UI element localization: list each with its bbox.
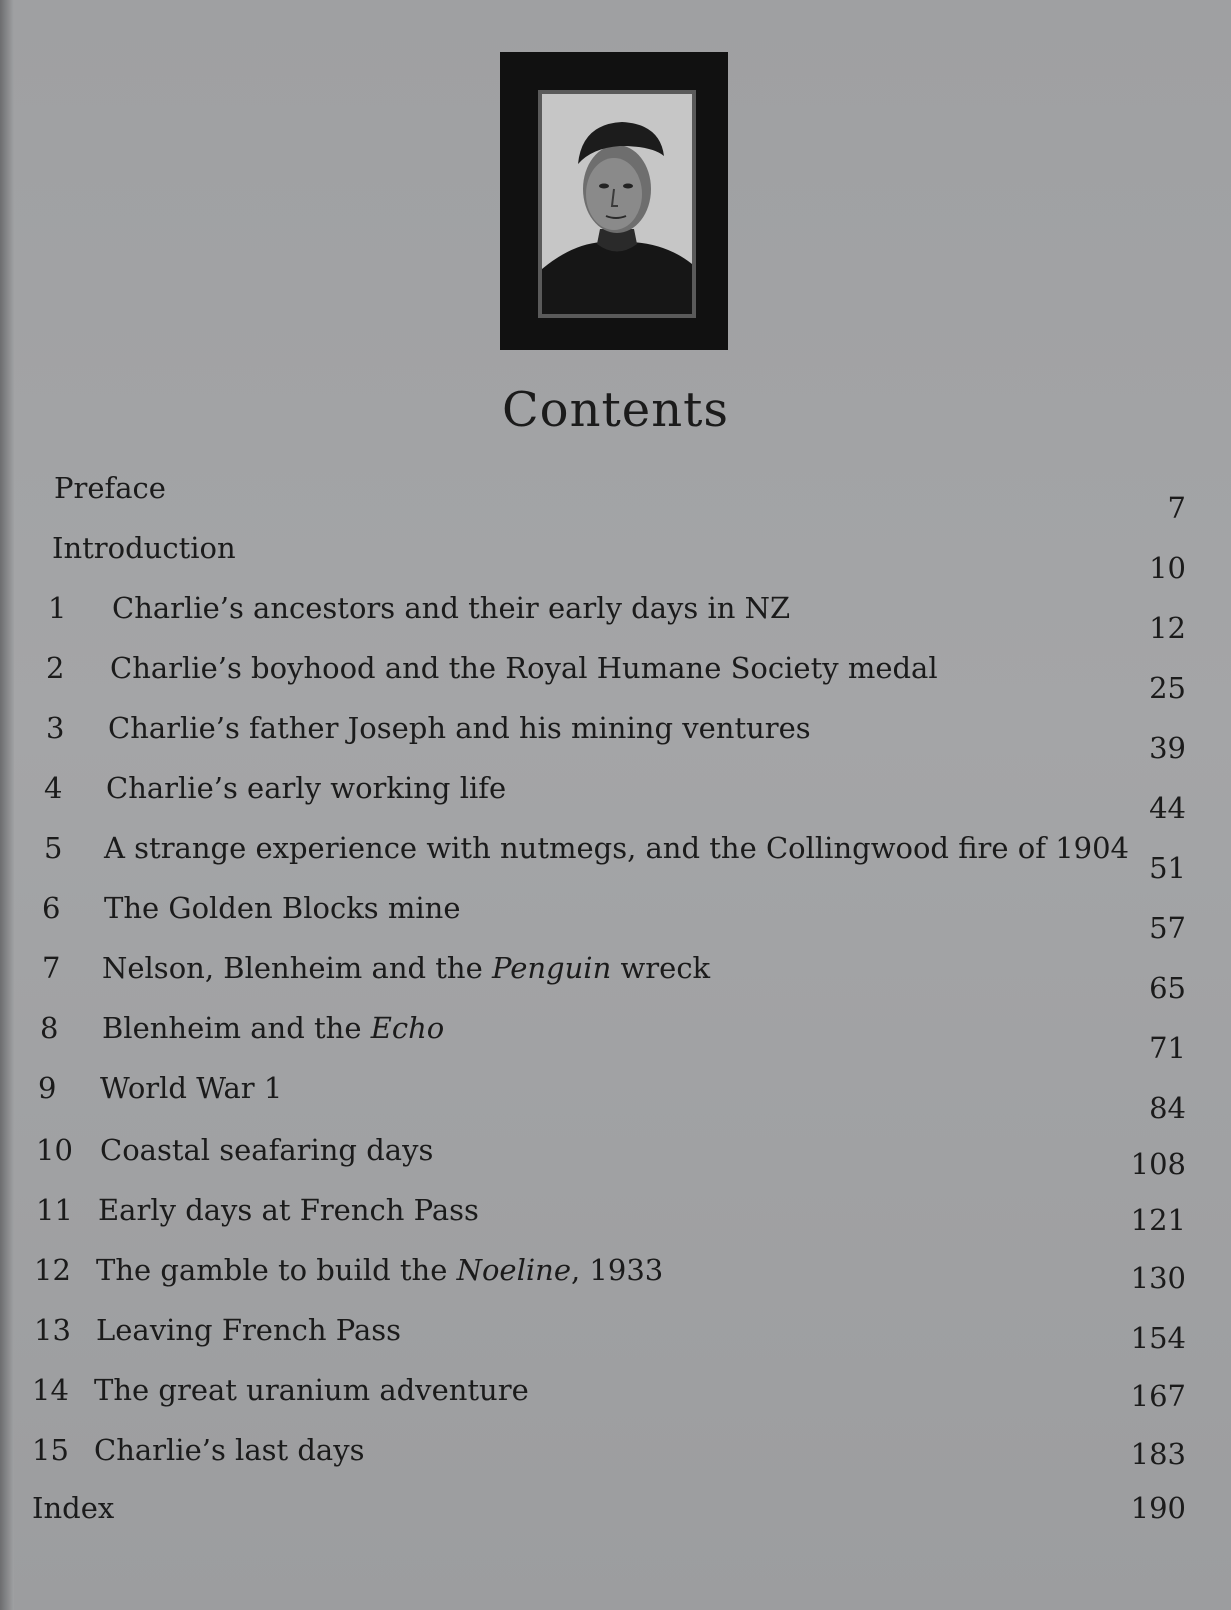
toc-page-number: 154 (1130, 1321, 1186, 1355)
toc-page-number: 7 (1167, 491, 1186, 525)
toc-chapter-number: 7 (42, 951, 61, 985)
toc-entry (0, 828, 1231, 885)
toc-chapter-number: 5 (44, 831, 63, 865)
toc-chapter-number: 15 (32, 1433, 69, 1467)
toc-page-number: 39 (1149, 731, 1186, 765)
toc-entry (0, 528, 1231, 585)
toc-page-number: 44 (1149, 791, 1186, 825)
toc-chapter-number: 13 (34, 1313, 71, 1347)
toc-chapter-number: 6 (42, 891, 61, 925)
toc-chapter-title: Index (32, 1491, 115, 1525)
toc-chapter-number: 12 (34, 1253, 71, 1287)
toc-chapter-title: Coastal seafaring days (100, 1133, 434, 1167)
toc-entry (0, 888, 1231, 945)
toc-page-number: 167 (1130, 1379, 1186, 1413)
toc-chapter-number: 8 (40, 1011, 59, 1045)
toc-entry (0, 768, 1231, 825)
toc-chapter-title: World War 1 (100, 1071, 283, 1105)
toc-chapter-title: Introduction (52, 531, 236, 565)
toc-chapter-title: Preface (54, 471, 166, 505)
toc-chapter-title: Charlie’s ancestors and their early days in NZ (112, 591, 791, 625)
toc-entry (0, 1250, 1231, 1295)
toc-chapter-title: Leaving French Pass (96, 1313, 402, 1347)
contents-heading: Contents (501, 382, 730, 438)
toc-page-number: 190 (1130, 1491, 1186, 1525)
toc-entry (0, 1370, 1231, 1413)
toc-page-number: 108 (1130, 1147, 1186, 1181)
toc-page-number: 130 (1130, 1261, 1186, 1295)
toc-chapter-title: The gamble to build the Noeline, 1933 (96, 1253, 664, 1287)
toc-page-number: 51 (1149, 851, 1186, 885)
toc-entry (0, 1488, 1231, 1528)
toc-entry (0, 948, 1231, 1005)
toc-entry (0, 648, 1231, 705)
toc-chapter-title: Charlie’s last days (94, 1433, 365, 1467)
toc-chapter-title: The great uranium adventure (94, 1373, 529, 1407)
toc-chapter-number: 10 (36, 1133, 73, 1167)
toc-page-number: 25 (1149, 671, 1186, 705)
toc-chapter-number: 2 (46, 651, 65, 685)
toc-page-number: 12 (1149, 611, 1186, 645)
toc-entry (0, 1190, 1231, 1237)
toc-chapter-title: Early days at French Pass (98, 1193, 479, 1227)
toc-chapter-title: Charlie’s early working life (106, 771, 507, 805)
toc-page-number: 84 (1149, 1091, 1186, 1125)
toc-chapter-title: Nelson, Blenheim and the Penguin wreck (102, 951, 711, 985)
toc-chapter-number: 11 (36, 1193, 73, 1227)
toc-page-number: 10 (1149, 551, 1186, 585)
toc-page-number: 121 (1130, 1203, 1186, 1237)
toc-entry (0, 1130, 1231, 1181)
toc-chapter-title: Charlie’s boyhood and the Royal Humane Society medal (110, 651, 938, 685)
toc-page-number: 183 (1130, 1437, 1186, 1471)
toc-chapter-title: The Golden Blocks mine (104, 891, 461, 925)
toc-page-number: 71 (1149, 1031, 1186, 1065)
toc-entry (0, 468, 1231, 525)
toc-chapter-title: Charlie’s father Joseph and his mining ventures (108, 711, 811, 745)
toc-page-number: 57 (1149, 911, 1186, 945)
toc-entry (0, 588, 1231, 645)
toc-chapter-number: 14 (32, 1373, 69, 1407)
toc-entry (0, 708, 1231, 765)
toc-entry (0, 1008, 1231, 1065)
toc-page-number: 65 (1149, 971, 1186, 1005)
toc-chapter-title: Blenheim and the Echo (102, 1011, 445, 1045)
toc-chapter-number: 9 (38, 1071, 57, 1105)
toc-entry (0, 1068, 1231, 1125)
toc-chapter-title: A strange experience with nutmegs, and the Collingwood fire of 1904 (104, 831, 1130, 865)
toc-entry (0, 1310, 1231, 1355)
toc-chapter-number: 3 (46, 711, 65, 745)
toc-entry (0, 1430, 1231, 1470)
toc-chapter-number: 1 (48, 591, 67, 625)
toc-chapter-number: 4 (44, 771, 63, 805)
